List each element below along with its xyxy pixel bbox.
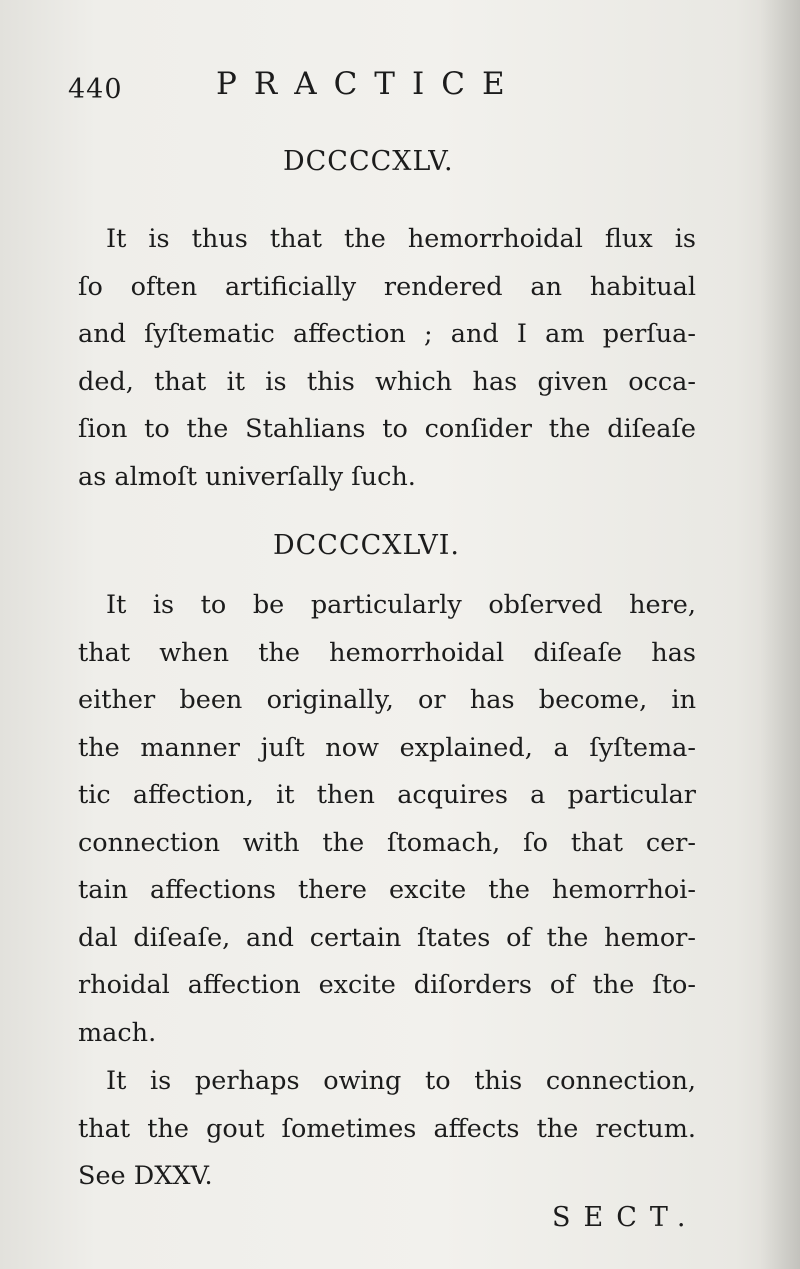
text-line: tain affections there excite the hemorrhoi- bbox=[78, 875, 696, 905]
text-line: dal diſeaſe, and certain ſtates of the hemor- bbox=[78, 922, 696, 953]
text-line: ſo often artificially rendered an habitual bbox=[78, 271, 696, 302]
text-line: rhoidal affection excite diſorders of the ſto- bbox=[78, 970, 696, 1000]
text-line: that when the hemorrhoidal diſeaſe has bbox=[78, 637, 696, 668]
running-head: PRACTICE bbox=[216, 66, 522, 102]
paragraph bbox=[78, 582, 696, 1057]
text-line: mach. bbox=[78, 1017, 157, 1048]
text-line: ded, that it is this which has given occa- bbox=[78, 366, 696, 397]
text-line: It is perhaps owing to this connection, bbox=[106, 1066, 696, 1096]
text-line: ſion to the Stahlians to conſider the diſeaſe bbox=[78, 414, 696, 444]
text-line: as almoſt univerſally ſuch. bbox=[78, 461, 416, 492]
paragraph bbox=[78, 1058, 696, 1201]
page-edge-shadow bbox=[760, 0, 800, 1269]
text-line: either been originally, or has become, in bbox=[78, 685, 696, 715]
page-header bbox=[68, 62, 708, 106]
catchword: SECT. bbox=[552, 1202, 699, 1233]
text-line: that the gout ſometimes affects the rectum. bbox=[78, 1113, 696, 1144]
text-line: See DXXV. bbox=[78, 1161, 213, 1191]
text-line: It is thus that the hemorrhoidal flux is bbox=[106, 224, 696, 254]
section-number: DCCCCXLV. bbox=[283, 146, 454, 177]
paragraph bbox=[78, 216, 696, 501]
text-line: and ſyſtematic affection ; and I am perſua- bbox=[78, 319, 696, 349]
text-line: It is to be particularly obſerved here, bbox=[106, 590, 696, 620]
text-line: tic affection, it then acquires a particular bbox=[78, 780, 696, 810]
text-line: the manner juſt now explained, a ſyſtema- bbox=[78, 732, 696, 763]
section-number: DCCCCXLVI. bbox=[273, 530, 460, 561]
text-line: connection with the ſtomach, ſo that cer- bbox=[78, 827, 696, 858]
page-number: 440 bbox=[68, 74, 123, 105]
